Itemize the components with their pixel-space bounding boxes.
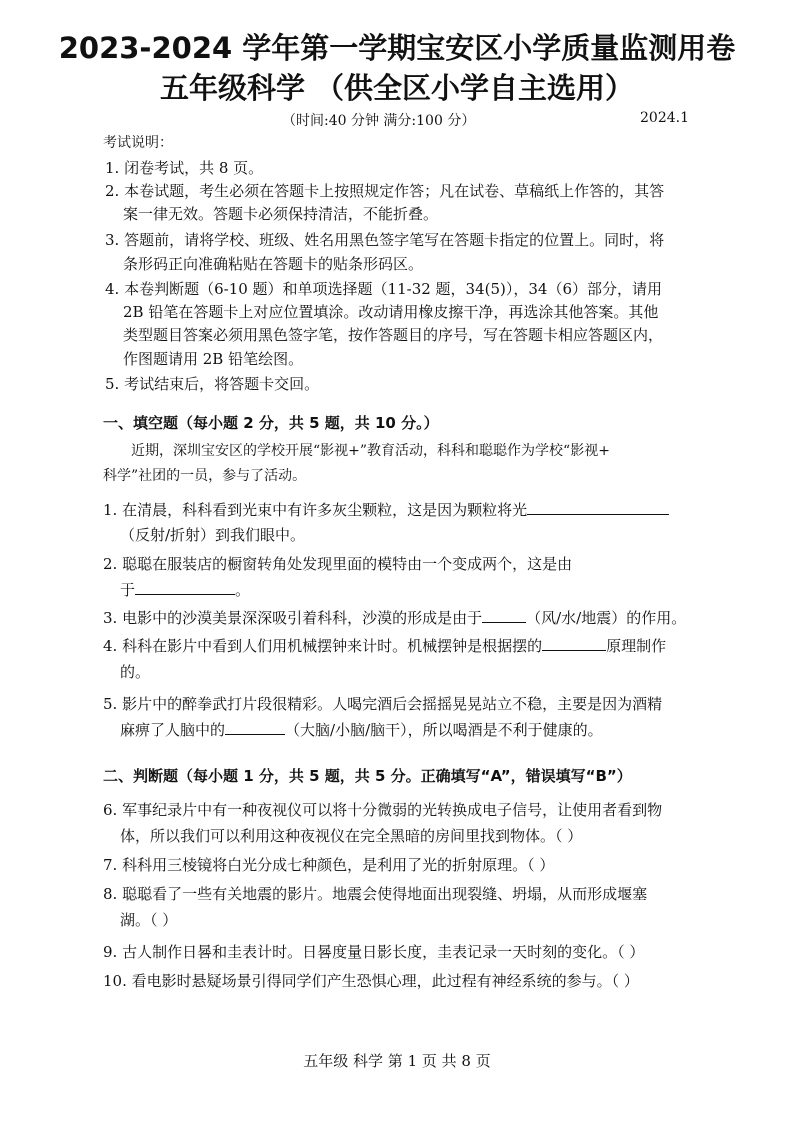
question-4-cont: 的。	[120, 663, 151, 681]
question-1: 1. 在清晨，科科看到光束中有许多灰尘颗粒，这是因为颗粒将光	[103, 498, 669, 522]
time-score-info: （时间:40 分钟 满分:100 分）	[282, 113, 476, 129]
question-9: 9. 古人制作日晷和圭表计时。日晷度量日影长度，圭表记录一天时刻的变化。（ ）	[103, 943, 645, 961]
section-heading-true-false: 二、判断题（每小题 1 分，共 5 题，共 5 分。正确填写“A”，错误填写“B”）	[103, 767, 632, 785]
question-4: 4. 科科在影片中看到人们用机械摆钟来计时。机械摆钟是根据摆的 原理制作	[103, 634, 666, 658]
question-3: 3. 电影中的沙漠美景深深吸引着科科，沙漠的形成是由于 （风/水/地震）的作用。	[103, 606, 686, 630]
answer-blank-4[interactable]	[542, 634, 606, 651]
instructions-label: 考试说明：	[103, 135, 173, 151]
instruction-item: 案一律无效。答题卡必须保持清洁，不能折叠。	[123, 205, 439, 223]
question-7: 7. 科科用三棱镜将白光分成七种颜色，是利用了光的折射原理。（ ）	[103, 856, 555, 874]
page-footer: 五年级 科学 第 1 页 共 8 页	[303, 1052, 491, 1070]
answer-blank-2[interactable]	[135, 578, 235, 595]
section-intro: 科学”社团的一员，参与了活动。	[103, 468, 307, 484]
question-8-cont: 湖。（ ）	[120, 911, 178, 929]
answer-blank-1[interactable]	[527, 498, 669, 515]
question-2: 2. 聪聪在服装店的橱窗转角处发现里面的模特由一个变成两个，这是由	[103, 555, 573, 573]
instruction-item: 3. 答题前，请将学校、班级、姓名用黑色签字笔写在答题卡指定的位置上。同时，将	[105, 231, 665, 249]
instruction-item: 条形码正向准确粘贴在答题卡的贴条形码区。	[123, 255, 424, 273]
question-6: 6. 军事纪录片中有一种夜视仪可以将十分微弱的光转换成电子信号，让使用者看到物	[103, 801, 663, 819]
instruction-item: 2. 本卷试题，考生必须在答题卡上按照规定作答；凡在试卷、草稿纸上作答的，其答	[105, 182, 665, 200]
question-2-cont: 于 。	[120, 578, 250, 602]
exam-subtitle: 五年级科学 （供全区小学自主选用）	[159, 71, 635, 105]
exam-date: 2024.1	[640, 110, 689, 126]
instruction-item: 4. 本卷判断题（6-10 题）和单项选择题（11-32 题，34(5)），34（6）部分，请用	[105, 280, 663, 298]
answer-blank-5[interactable]	[225, 718, 285, 735]
answer-blank-3[interactable]	[482, 606, 526, 623]
question-5: 5. 影片中的醉拳武打片段很精彩。人喝完酒后会摇摇晃晃站立不稳，主要是因为酒精	[103, 695, 663, 713]
section-intro: 近期，深圳宝安区的学校开展“影视+”教育活动，科科和聪聪作为学校“影视+	[131, 443, 610, 459]
question-8: 8. 聪聪看了一些有关地震的影片。地震会使得地面出现裂缝、坍塌，从而形成堰塞	[103, 885, 648, 903]
instruction-item: 2B 铅笔在答题卡上对应位置填涂。改动请用橡皮擦干净，再选涂其他答案。其他	[123, 303, 659, 321]
instruction-item: 作图题请用 2B 铅笔绘图。	[123, 350, 304, 368]
question-5-cont: 麻痹了人脑中的 （大脑/小脑/脑干），所以喝酒是不利于健康的。	[120, 718, 603, 742]
instruction-item: 类型题目答案必须用黑色签字笔，按作答题目的序号，写在答题卡相应答题区内，	[123, 326, 664, 344]
question-10: 10. 看电影时悬疑场景引得同学们产生恐惧心理，此过程有神经系统的参与。（ ）	[103, 972, 639, 990]
instruction-item: 1. 闭卷考试，共 8 页。	[105, 159, 264, 177]
question-6-cont: 体，所以我们可以利用这种夜视仪在完全黑暗的房间里找到物体。（ ）	[120, 827, 583, 845]
question-1-cont: （反射/折射）到我们眼中。	[120, 526, 306, 544]
instruction-item: 5. 考试结束后，将答题卡交回。	[105, 375, 320, 393]
exam-title: 2023-2024 学年第一学期宝安区小学质量监测用卷	[58, 31, 736, 65]
section-heading-fill-in: 一、填空题（每小题 2 分，共 5 题，共 10 分。）	[103, 414, 439, 432]
